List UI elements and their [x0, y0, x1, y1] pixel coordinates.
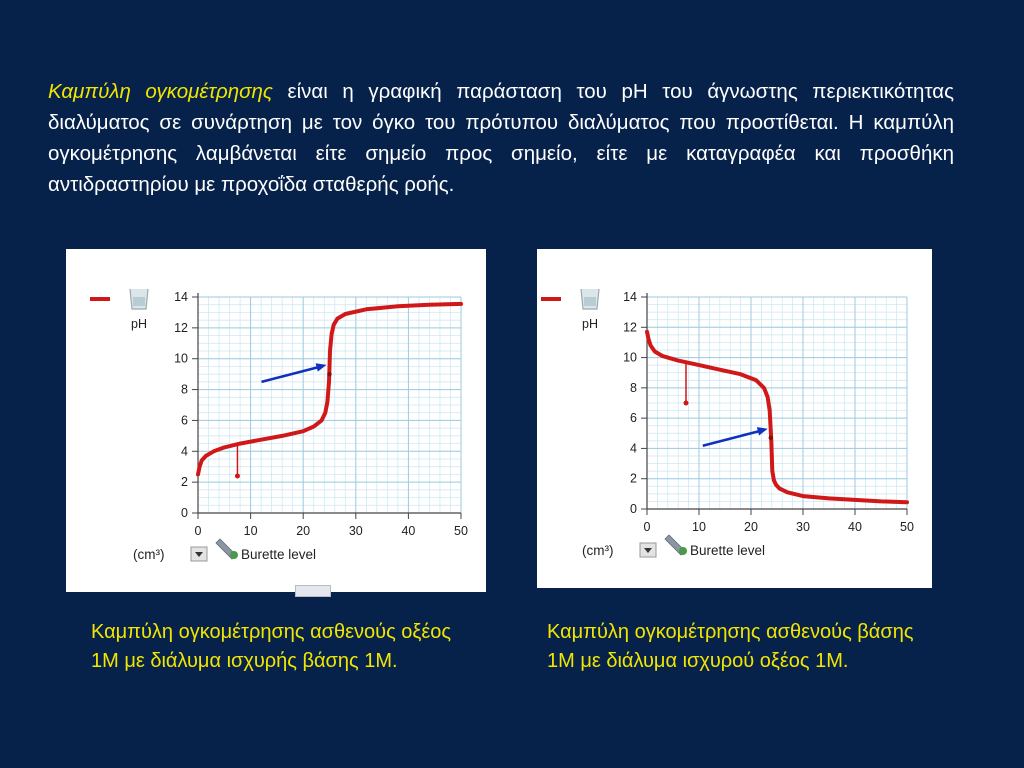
x-tick-label: 20	[296, 524, 311, 538]
titration-chart-weak-base	[537, 249, 932, 588]
spike-point	[235, 473, 240, 478]
intro-text: είναι η γραφική παράσταση του pH του άγνωστης περιεκτικότητας διαλύματος σε συνάρτηση με τον όγκο του πρότυπου διαλύματος που προστίθεται. Η καμπύλη ογκομέτρησης λαμβάνεται είτε σημείο προς σημείο, είτε με καταγραφέα και προσθήκη αντιδραστηρίου με προχοΐδα σταθερής ροής.	[48, 80, 954, 196]
y-tick-label: 4	[630, 441, 637, 456]
sensor-tip-icon	[230, 551, 238, 559]
x-tick-label: 40	[848, 520, 862, 534]
x-tick-label: 30	[348, 524, 363, 538]
x-tick-label: 50	[900, 520, 914, 534]
spike-point	[684, 401, 689, 406]
chart-panel-weak-acid	[66, 249, 486, 592]
x-tick-label: 20	[744, 520, 758, 534]
y-tick-label: 0	[630, 502, 637, 516]
y-tick-label: 6	[630, 411, 637, 426]
y-tick-label: 14	[623, 290, 637, 304]
intro-term: Καμπύλη ογκομέτρησης	[48, 80, 273, 103]
y-tick-label: 8	[181, 382, 188, 397]
x-tick-label: 0	[643, 520, 651, 534]
legend-label: pH	[131, 317, 147, 331]
x-tick-label: 50	[454, 524, 468, 538]
unit-label: (cm³)	[133, 547, 165, 562]
x-tick-label: 10	[243, 524, 258, 538]
titration-chart-weak-acid	[66, 249, 486, 592]
x-tick-label: 40	[401, 524, 416, 538]
y-tick-label: 6	[181, 413, 188, 428]
sensor-tip-icon	[679, 547, 687, 555]
caption-weak-base: Καμπύλη ογκομέτρησης ασθενούς βάσης 1Μ με διάλυμα ισχυρού οξέος 1Μ.	[547, 621, 914, 672]
x-tick-label: 10	[692, 520, 706, 534]
y-tick-label: 12	[623, 320, 637, 335]
sensor-label: Burette level	[241, 547, 317, 562]
equivalence-point	[769, 436, 773, 440]
intro-paragraph	[48, 76, 954, 200]
y-tick-label: 14	[174, 290, 188, 304]
beaker-liquid-icon	[584, 297, 596, 306]
x-tick-label: 30	[796, 520, 810, 534]
y-tick-label: 4	[181, 444, 188, 459]
caption-weak-acid: Καμπύλη ογκομέτρησης ασθενούς οξέος 1Μ με διάλυμα ισχυρής βάσης 1Μ.	[91, 621, 452, 672]
legend-label: pH	[582, 317, 598, 331]
y-tick-label: 2	[181, 475, 188, 490]
scroll-stub	[295, 585, 331, 597]
y-tick-label: 2	[630, 471, 637, 486]
chart-panel-weak-base	[537, 249, 932, 588]
y-tick-label: 8	[630, 380, 637, 395]
beaker-liquid-icon	[133, 297, 145, 306]
x-tick-label: 0	[194, 524, 202, 538]
unit-label: (cm³)	[582, 543, 614, 558]
equivalence-point	[327, 372, 331, 376]
y-tick-label: 0	[181, 506, 188, 520]
y-tick-label: 10	[174, 351, 188, 366]
y-tick-label: 12	[174, 320, 188, 335]
sensor-label: Burette level	[690, 543, 766, 558]
y-tick-label: 10	[623, 350, 637, 365]
